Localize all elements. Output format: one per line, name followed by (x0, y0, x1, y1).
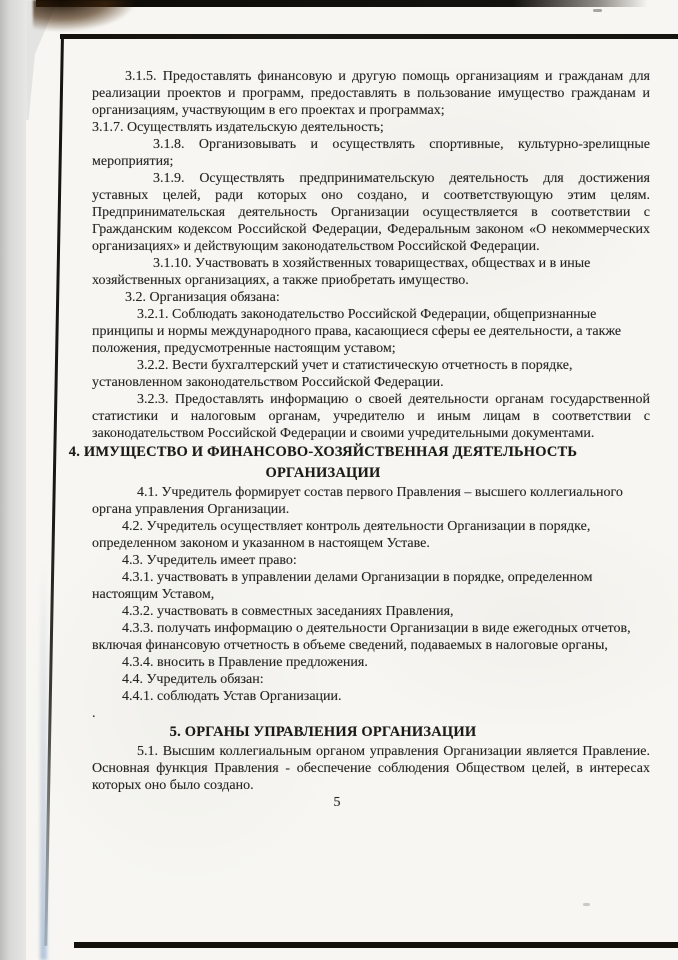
clause-3-1-8: 3.1.8. Организовывать и осуществлять спортивные, культурно-зрелищные мероприятия; (92, 137, 650, 169)
clause-4-2: 4.2. Учредитель осуществляет контроль деятельности Организации в порядке, определенном законом и указанном в настоящем Уставе. (92, 519, 591, 551)
clause-4-4: 4.4. Учредитель обязан: (122, 672, 264, 687)
page-frame-bottom-border (74, 942, 678, 948)
clause-4-3-3: 4.3.3. получать информацию о деятельности Организации в виде ежегодных отчетов, включая финансовую отчетность в объеме сведений, подаваемых в налоговые органы, (92, 621, 631, 653)
fold-mark (33, 0, 137, 32)
scan-speck (593, 9, 602, 12)
clause-4-3: 4.3. Учредитель имеет право: (122, 553, 297, 568)
clause-3-1-5: 3.1.5. Предоставлять финансовую и другую помощь организациям и гражданам для реализации проектов и программ, предоставлять в пользование имущество гражданам и организациям, участвующим в его проектах и программах; (92, 69, 650, 118)
clause-3-2-2: 3.2.2. Вести бухгалтерский учет и статистическую отчетность в порядке, установленном законодательством Российской Федерации. (92, 358, 573, 390)
clause-5-1: 5.1. Высшим коллегиальным органом управления Организации является Правление. Основная функция Правления - обеспечение соблюдения Обществом целей, в интересах которых оно было создано. (92, 744, 650, 793)
section-5-heading: 5. ОРГАНЫ УПРАВЛЕНИЯ ОРГАНИЗАЦИИ (169, 724, 477, 740)
page-number: 5 (333, 795, 341, 810)
clause-3-1-9: 3.1.9. Осуществлять предпринимательскую деятельность для достижения уставных целей, ради которых оно создано, и соответствующую этим целям. Предпринимательская деятельность Организации осуществляется в соответствии с Гражданским кодексом Российской Федерации, Федеральным законом «О некоммерческих организациях» и действующим законодательством Российской Федерации. (92, 171, 650, 254)
clause-4-1: 4.1. Учредитель формирует состав первого Правления – высшего коллегиального органа управления Организации. (92, 485, 623, 517)
section-4-heading: 4. ИМУЩЕСТВО И ФИНАНСОВО-ХОЗЯЙСТВЕННАЯ ДЕЯТЕЛЬНОСТЬ ОРГАНИЗАЦИИ (68, 444, 578, 481)
clause-3-1-10: 3.1.10. Участвовать в хозяйственных товариществах, обществах и в иные хозяйственных организациях, а также приобретать имущество. (92, 256, 591, 288)
clause-4-3-1: 4.3.1. участвовать в управлении делами Организации в порядке, определенном настоящим Уставом, (92, 570, 593, 602)
document-body (68, 68, 650, 811)
stray-period: . (92, 706, 96, 721)
clause-3-2-1: 3.2.1. Соблюдать законодательство Российской Федерации, общепризнанные принципы и нормы международного права, касающиеся сферы ее деятельности, а также положения, предусмотренные настоящим уставом; (92, 307, 622, 356)
page-frame-top-border (60, 34, 678, 39)
clause-4-4-1: 4.4.1. соблюдать Устав Организации. (122, 689, 342, 704)
clause-3-2-3: 3.2.3. Предоставлять информацию о своей деятельности органам государственной статистики и налоговым органам, учредителю и иным лицам в соответствии с законодательством Российской Федерации и своими учредительными документами. (92, 392, 650, 441)
clause-3-1-7: 3.1.7. Осуществлять издательскую деятельность; (92, 120, 384, 135)
scan-streak (40, 560, 47, 960)
scan-speck (583, 903, 590, 906)
clause-4-3-4: 4.3.4. вносить в Правление предложения. (122, 655, 368, 670)
clause-3-2: 3.2. Организация обязана: (125, 290, 280, 305)
paragraph-list (68, 68, 650, 794)
clause-4-3-2: 4.3.2. участвовать в совместных заседаниях Правления, (122, 604, 454, 619)
